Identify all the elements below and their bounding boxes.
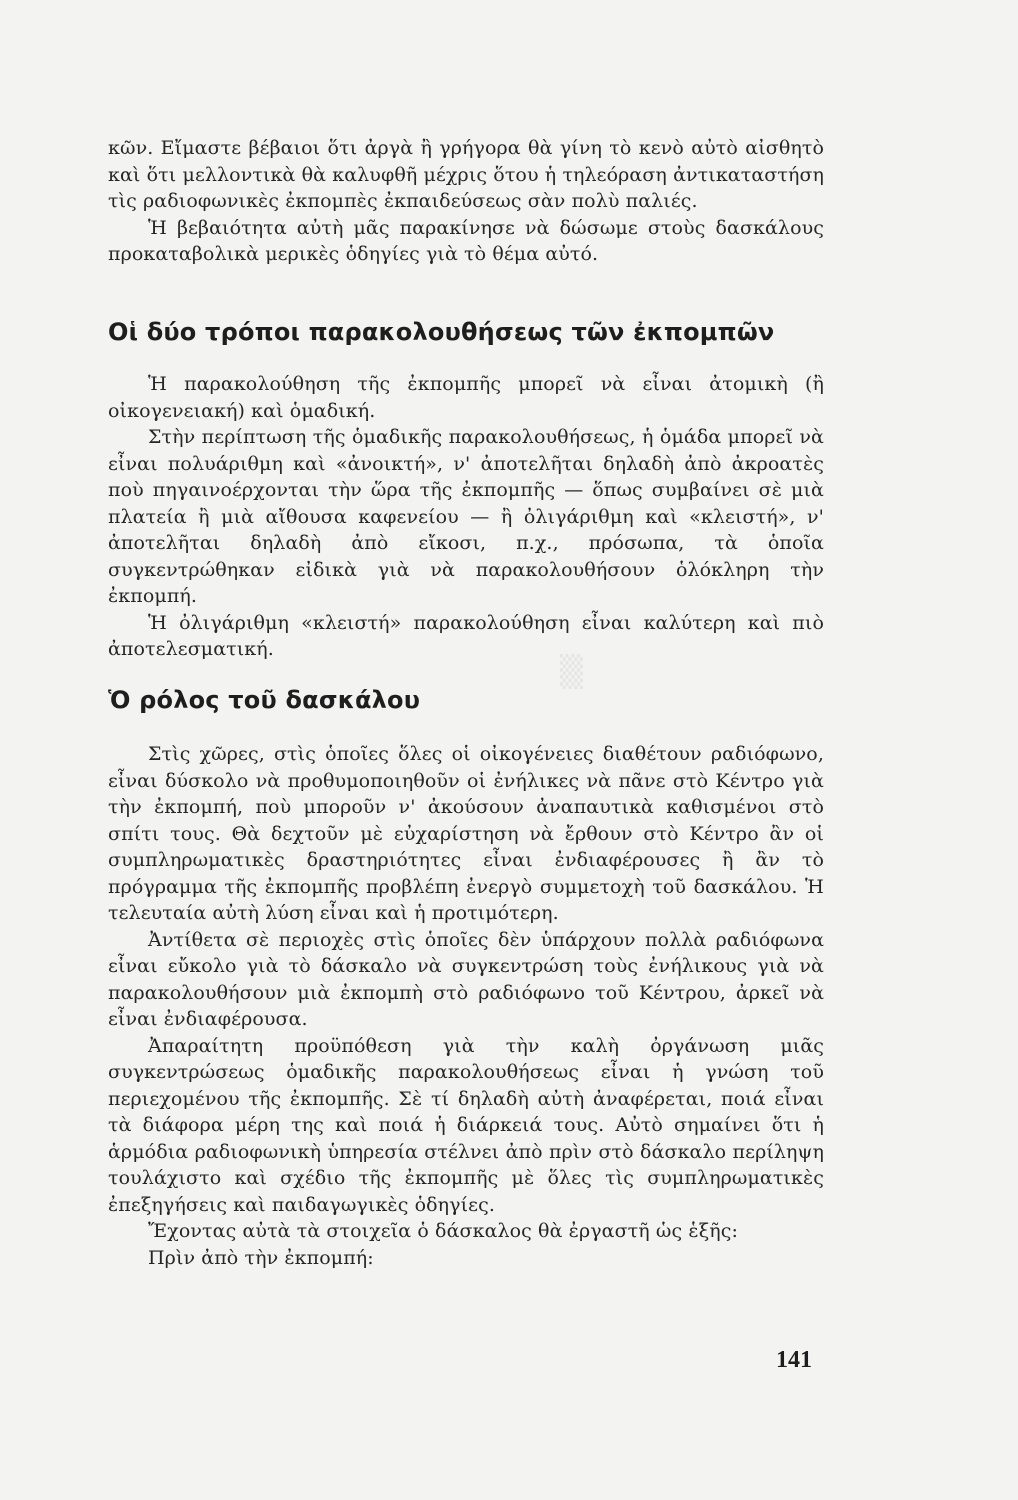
paragraph-countries: Στὶς χῶρες, στὶς ὁποῖες ὅλες οἱ οἰκογένειες διαθέτουν ραδιόφωνο, εἶναι δύσκολο νὰ προθυμοποιηθοῦν οἱ ἐνήλικες νὰ πᾶνε στὸ Κέντρο γιὰ τὴν ἐκπομπή, ποὺ μποροῦν ν' ἀκούσουν ἀναπαυτικὰ καθισμένοι στὸ σπίτι τους. Θὰ δεχτοῦν μὲ εὐχαρίστηση νὰ ἔρθουν στὸ Κέντρο ἂν οἱ συμπληρωματικὲς δραστηριότητες εἶναι ἐνδιαφέρουσες ἢ ἂν τὸ πρόγραμμα τῆς ἐκπομπῆς προβλέπη ἐνεργὸ συμμετοχὴ τοῦ δασκάλου. Ἡ τελευταία αὐτὴ λύση εἶναι καὶ ἡ προτιμότερη. <box>108 743 824 924</box>
paragraph-viewing-types: Ἡ παρακολούθηση τῆς ἐκπομπῆς μπορεῖ νὰ εἶναι ἀτομικὴ (ἢ οἰκογενειακή) καὶ ὁμαδική. <box>108 373 824 422</box>
paragraph-certainty: Ἡ βεβαιότητα αὐτὴ μᾶς παρακίνησε νὰ δώσωμε στοὺς δασκάλους προκαταβολικὰ μερικὲς ὁδηγίες γιὰ τὸ θέμα αὐτό. <box>108 216 824 265</box>
paragraph-before-broadcast: Πρὶν ἀπὸ τὴν ἐκπομπή: <box>148 1246 374 1269</box>
paragraph-group-viewing: Στὴν περίπτωση τῆς ὁμαδικῆς παρακολουθήσεως, ἡ ὁμάδα μπορεῖ νὰ εἶναι πολυάριθμη καὶ «ἀνοικτή», ν' ἀποτελῆται δηλαδὴ ἀπὸ ἀκροατὲς ποὺ πηγαινοέρχονται τὴν ὥρα τῆς ἐκπομπῆς — ὅπως συμβαίνει σὲ μιὰ πλατεία ἢ μιὰ αἴθουσα καφενείου — ἢ ὀλιγάριθμη καὶ «κλειστή», ν' ἀποτελῆται δηλαδὴ ἀπὸ εἴκοσι, π.χ., πρόσωπα, τὰ ὁποῖα συγκεντρώθηκαν εἰδικὰ γιὰ νὰ παρακολουθήσουν ὁλόκληρη τὴν ἐκπομπή. <box>108 426 824 607</box>
paragraph-prerequisite: Ἀπαραίτητη προϋπόθεση γιὰ τὴν καλὴ ὀργάνωση μιᾶς συγκεντρώσεως ὁμαδικῆς παρακολουθήσεως εἶναι ἡ γνώση τοῦ περιεχομένου τῆς ἐκπομπῆς. Σὲ τί δηλαδὴ αὐτὴ ἀναφέρεται, ποιά εἶναι τὰ διάφορα μέρη της καὶ ποιά ἡ διάρκειά τους. Αὐτὸ σημαίνει ὅτι ἡ ἁρμόδια ραδιοφωνικὴ ὑπηρεσία στέλνει ἀπὸ πρὶν στὸ δάσκαλο περίληψη τουλάχιστο καὶ σχέδιο τῆς ἐκπομπῆς μὲ ὅλες τὶς συμπληρωματικὲς ἐπεξηγήσεις καὶ παιδαγωγικὲς ὁδηγίες. <box>108 1034 824 1216</box>
top-text-block <box>108 135 824 268</box>
page-number: 141 <box>776 1347 812 1373</box>
paragraph-continuation: κῶν. Εἴμαστε βέβαιοι ὅτι ἀργὰ ἢ γρήγορα θὰ γίνη τὸ κενὸ αὐτὸ αἰσθητὸ καὶ ὅτι μελλοντικὰ θὰ καλυφθῆ μέχρις ὅτου ἡ τηλεόραση ἀντικαταστήση τὶς ραδιοφωνικὲς ἐκπομπὲς ἐκπαιδεύσεως σὰν πολὺ παλιές. <box>108 137 824 212</box>
bleed-through-decoration: ▒ <box>560 655 584 690</box>
paragraph-procedure: Ἔχοντας αὐτὰ τὰ στοιχεῖα ὁ δάσκαλος θὰ ἐργαστῆ ὡς ἑξῆς: <box>148 1220 738 1242</box>
paragraph-closed-viewing: Ἡ ὀλιγάριθμη «κλειστή» παρακολούθηση εἶναι καλύτερη καὶ πιὸ ἀποτελεσματική. <box>108 611 824 660</box>
section-heading-teacher-role: Ὁ ρόλος τοῦ δασκάλου <box>108 686 421 714</box>
bottom-text-block <box>108 741 824 1271</box>
section-heading-two-ways: Οἱ δύο τρόποι παρακολουθήσεως τῶν ἐκπομπῶν <box>108 318 775 346</box>
middle-text-block <box>108 371 824 663</box>
paragraph-regions: Ἀντίθετα σὲ περιοχὲς στὶς ὁποῖες δὲν ὑπάρχουν πολλὰ ραδιόφωνα εἶναι εὔκολο γιὰ τὸ δάσκαλο νὰ συγκεντρώση τοὺς ἐνήλικους γιὰ νὰ παρακολουθήσουν μιὰ ἐκπομπὴ στὸ ραδιόφωνο τοῦ Κέντρου, ἀρκεῖ νὰ εἶναι ἐνδιαφέρουσα. <box>108 928 824 1030</box>
